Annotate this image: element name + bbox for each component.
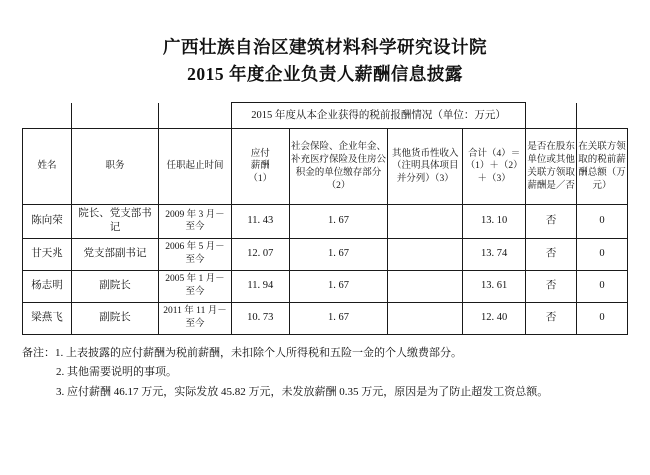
cell-total: 12. 40 [463,302,526,334]
table-header-row-group [23,103,628,129]
table-header [23,103,628,205]
cell-related-amount: 0 [577,238,628,270]
notes-label: 备注： [22,346,55,359]
table-row [23,270,628,302]
cell-other-income [388,205,463,238]
cell-base-pay: 10. 73 [232,302,290,334]
header-shareholder: 是否在股东单位或其他关联方领取薪酬是／否 [526,129,577,205]
cell-other-income [388,302,463,334]
cell-start-date-line2: 至今 [185,255,205,266]
note-line-3: 3. 应付薪酬 46.17 万元，实际发放 45.82 万元，未发放薪酬 0.35 万元，原因是为了防止超发工资总额。 [56,385,549,398]
cell-other-income [388,238,463,270]
cell-total: 13. 61 [463,270,526,302]
note-item-1: 1. 上表披露的应付薪酬为税前薪酬，未扣除个人所得税和五险一金的个人缴费部分。 [55,346,462,359]
cell-post: 院长、党支部书记 [72,205,159,238]
note-line-2: 2. 其他需要说明的事项。 [56,366,177,379]
header-base-pay-line2: 薪酬 [250,161,270,172]
header-related-amount: 在关联方领取的税前薪酬总额（万元） [577,129,628,205]
cell-post: 副院长 [72,302,159,334]
cell-total: 13. 74 [463,238,526,270]
note-line-1 [22,344,628,364]
cell-related-amount: 0 [577,205,628,238]
cell-name: 甘天兆 [23,238,72,270]
header-base-pay-line1: 应付 [250,148,270,159]
cell-post: 副院长 [72,270,159,302]
cell-start-date-line2: 至今 [185,319,205,330]
cell-insurance: 1. 67 [289,238,388,270]
cell-name: 杨志明 [23,270,72,302]
cell-start-date-line2: 至今 [185,222,205,233]
cell-name: 梁燕飞 [23,302,72,334]
header-post: 职务 [72,129,159,205]
header-insurance: 社会保险、企业年金、补充医疗保险及住房公积金的单位缴存部分（2） [289,129,388,205]
header-other-income: 其他货币性收入（注明具体项目并分列）（3） [388,129,463,205]
cell-insurance: 1. 67 [289,205,388,238]
cell-base-pay: 11. 94 [232,270,290,302]
salary-disclosure-table [22,102,628,334]
title-line-2: 2015 年度企业负责人薪酬信息披露 [187,64,463,85]
cell-total: 13. 10 [463,205,526,238]
cell-shareholder: 否 [526,270,577,302]
cell-post: 党支部副书记 [72,238,159,270]
title-line-1: 广西壮族自治区建筑材料科学研究设计院 [163,37,487,57]
header-total: 合计（4）＝（1）＋（2）＋（3） [463,129,526,205]
header-base-pay-line3: （1） [248,174,273,185]
cell-shareholder: 否 [526,205,577,238]
table-row [23,302,628,334]
cell-start-date [158,302,231,334]
cell-shareholder: 否 [526,302,577,334]
cell-start-date-line1: 2005 年 1 月－ [165,274,225,285]
header-base-pay [232,129,290,205]
table-header-row-columns [23,129,628,205]
cell-related-amount: 0 [577,302,628,334]
cell-base-pay: 12. 07 [232,238,290,270]
header-start-date: 任职起止时间 [158,129,231,205]
cell-start-date-line1: 2009 年 3 月－ [165,209,225,220]
table-row [23,205,628,238]
cell-start-date-line1: 2011 年 11 月－ [163,306,227,317]
document-title [22,34,628,88]
cell-insurance: 1. 67 [289,302,388,334]
table-row [23,238,628,270]
cell-start-date-line1: 2006 年 5 月－ [165,242,225,253]
cell-start-date [158,270,231,302]
cell-start-date [158,205,231,238]
cell-start-date [158,238,231,270]
header-group-compensation: 2015 年度从本企业获得的税前报酬情况（单位：万元） [232,103,526,129]
cell-base-pay: 11. 43 [232,205,290,238]
cell-related-amount: 0 [577,270,628,302]
notes-section [22,344,628,403]
header-name: 姓名 [23,129,72,205]
table-body [23,205,628,334]
cell-start-date-line2: 至今 [185,287,205,298]
cell-name: 陈向荣 [23,205,72,238]
cell-insurance: 1. 67 [289,270,388,302]
cell-other-income [388,270,463,302]
cell-shareholder: 否 [526,238,577,270]
